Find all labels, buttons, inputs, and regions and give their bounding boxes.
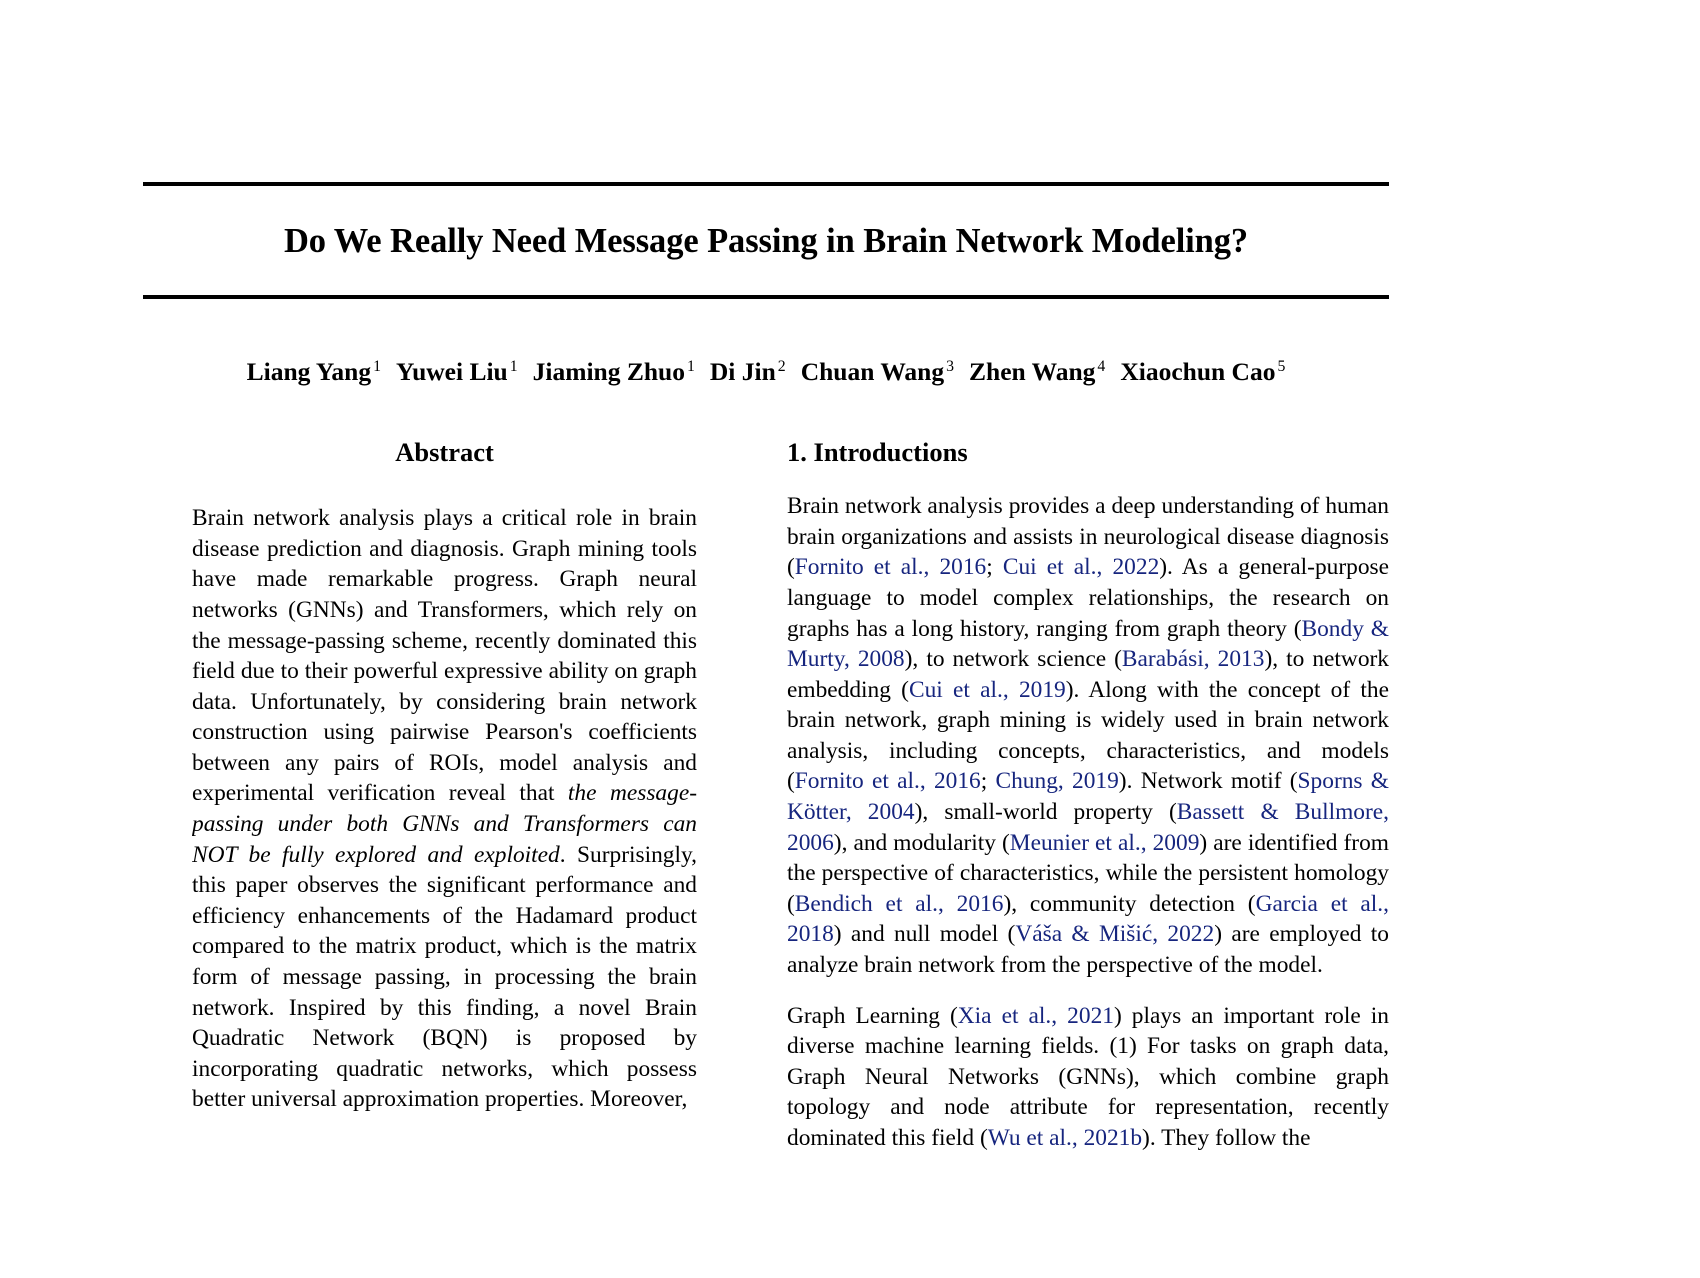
author-label: Di Jin	[709, 357, 776, 386]
author-affiliation-marker: 5	[1277, 357, 1286, 375]
author-label: Liang Yang	[246, 357, 372, 386]
citation-link[interactable]: Meunier et al., 2009	[1009, 829, 1200, 856]
author-affiliation-marker: 4	[1097, 357, 1106, 375]
author-name	[710, 357, 786, 386]
author-affiliation-marker: 1	[509, 357, 518, 375]
body-text: ), and modularity (	[833, 829, 1010, 856]
body-text: ). They follow the	[1142, 1125, 1311, 1152]
abstract-text-part-2: . Surprisingly, this paper observes the significant performance and efficiency enhancements of the Hadamard product compared to the matrix product, which is the matrix form of message passing, in processing the brain network. Inspired by this finding, a novel Brain Quadratic Network (BQN) is proposed by incorporating quadratic networks, which possess better universal approximation properties. Moreover,	[192, 841, 697, 1113]
body-text: ). Network motif (	[1118, 768, 1298, 795]
citation-link[interactable]: Xia et al., 2021	[957, 1002, 1114, 1029]
abstract-heading: Abstract	[395, 438, 494, 467]
column-left	[192, 438, 697, 1278]
citation-link[interactable]: Bassett & Bullmore, 2006	[787, 799, 1389, 856]
page-title: Do We Really Need Message Passing in Brain Network Modeling?	[283, 222, 1249, 260]
citation-link[interactable]: Barabási, 2013	[1121, 646, 1265, 673]
author-name	[969, 357, 1105, 386]
body-text: ). As a general-purpose language to model complex relationships, the research on graphs has a long history, ranging from graph theory (	[787, 554, 1389, 642]
body-text: Brain network analysis provides a deep understanding of human brain organizations and assists in neurological disease diagnosis (	[787, 493, 1389, 581]
citation-link[interactable]: Garcia et al., 2018	[787, 890, 1389, 948]
citation-link[interactable]: Bendich et al., 2016	[794, 890, 1004, 917]
introduction-paragraph-1	[787, 491, 1389, 981]
citation-link[interactable]: Fornito et al., 2016	[794, 554, 987, 581]
citation-link[interactable]: Cui et al., 2022	[1002, 554, 1160, 581]
body-text: ) and null model (	[833, 921, 1016, 948]
citation-link[interactable]: Váša & Mišić, 2022	[1015, 921, 1215, 948]
citation-link[interactable]: Chung, 2019	[995, 768, 1119, 795]
author-label: Xiaochun Cao	[1120, 357, 1276, 386]
author-affiliation-marker: 1	[373, 357, 381, 375]
citation-link[interactable]: Wu et al., 2021b	[987, 1125, 1143, 1152]
body-text: Graph Learning (	[787, 1002, 958, 1029]
author-label: Chuan Wang	[800, 357, 945, 386]
body-text: ;	[986, 554, 1003, 581]
author-affiliation-marker: 3	[946, 357, 955, 375]
abstract-emphasis: the message-passing under both GNNs and Transformers can NOT be fully explored and exploited	[192, 780, 697, 868]
author-affiliation-marker: 1	[686, 357, 695, 375]
citation-link[interactable]: Cui et al., 2019	[908, 676, 1066, 703]
author-label: Jiaming Zhuo	[532, 357, 685, 386]
body-text: ), to network embedding (	[787, 646, 1389, 703]
body-text: ) are employed to analyze brain network from the perspective of the model.	[787, 921, 1389, 979]
author-list	[143, 357, 1389, 388]
author-affiliation-marker: 2	[777, 357, 786, 375]
author-name	[801, 357, 954, 386]
author-name	[1120, 357, 1285, 386]
body-text: ), to network science (	[904, 646, 1122, 673]
author-name	[247, 357, 381, 386]
body-text: ), community detection (	[1003, 890, 1256, 917]
citation-link[interactable]: Sporns & Kötter, 2004	[787, 768, 1389, 826]
title-rule-bottom	[143, 295, 1389, 299]
author-label: Zhen Wang	[969, 357, 1096, 386]
abstract-text	[192, 503, 697, 1115]
body-text: ) are identified from the perspective of characteristics, while the persistent homology (	[787, 829, 1389, 917]
introduction-paragraph-2	[787, 1001, 1389, 1154]
body-text: ). Along with the concept of the brain network, graph mining is widely used in brain network analysis, including concepts, characteristics, and models (	[787, 676, 1389, 795]
body-columns	[143, 438, 1389, 1278]
body-text: ), small-world property (	[914, 799, 1177, 826]
citation-link[interactable]: Fornito et al., 2016	[794, 768, 981, 795]
author-name	[533, 357, 695, 386]
abstract-text-part-1: Brain network analysis plays a critical role in brain disease prediction and diagnosis. Graph mining tools have made remarkable progress. Graph neural networks (GNNs) and Transformers, which rely on the message-passing scheme, recently dominated this field due to their powerful expressive ability on graph data. Unfortunately, by considering brain network construction using pairwise Pearson's coefficients between any pairs of ROIs, model analysis and experimental verification reveal that	[192, 505, 697, 807]
title-block	[143, 182, 1389, 299]
column-right	[787, 438, 1389, 1278]
author-name	[396, 357, 518, 386]
body-text: ;	[980, 768, 996, 795]
introduction-heading: 1. Introductions	[787, 438, 968, 467]
citation-link[interactable]: Bondy & Murty, 2008	[787, 615, 1389, 673]
body-text: ) plays an important role in diverse machine learning fields. (1) For tasks on graph data, Graph Neural Networks (GNNs), which combine graph topology and node attribute for representation, recently dominated this field (	[787, 1002, 1389, 1152]
author-label: Yuwei Liu	[396, 357, 508, 386]
